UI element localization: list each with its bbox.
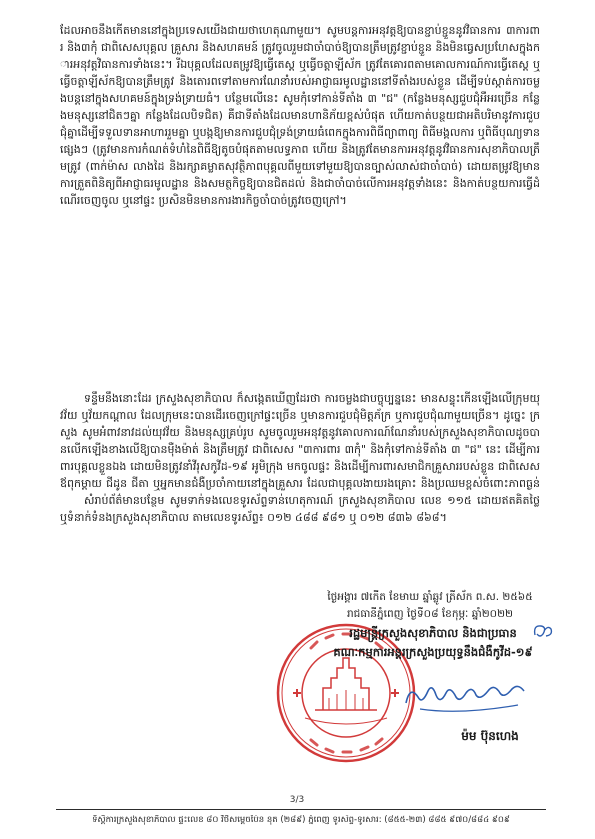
paragraph-contact-info: សំរាប់ព័ត៌មានបន្ថែម សូមទាក់ទងលេខទូរស័ព្ទទាន់ហេតុការណ៍ ក្រសួងសុខាភិបាល លេខ ១១៥ ដោយឥតគិតថ្លៃ ឬទំនាក់ទំនងក្រសួងសុខាភិបាល តាមលេខទូរស័ព្ទ៖ ០១២ ៤៨៨ ៩៨១ ឬ ០១២ ៨៣៦ ៨៦៨។ [60, 494, 540, 524]
paragraph-youth-appeal: ទន្ទឹមនឹងនោះដែរ ក្រសួងសុខាភិបាល ក៏សង្កេតឃើញដែរថា ការចម្លងជាបច្ចុប្បន្ននេះ មានសន្ទុះកើនឡើងលើក្រុមយុវវ័យ ឬវ័យកណ្តាល ដែលក្រុមនេះបានដើរចេញក្រៅផ្ទះច្រើន ឬមានការជួបជុំមិត្តភ័ក្រ ឬការជួបជុំណាមួយច្រើន។ ដូច្នេះ ក្រសួង សូមអំពាវនាវដល់យុវវ័យ និងមនុស្សគ្រប់រូប សូមចូលរួមអនុវត្តនូវគោលការណ៍ណែនាំរបស់ក្រសួងសុខាភិបាលដូចបានលើកឡើងខាងលើឱ្យបានម៉ឺងម៉ាត់ និងត្រឹមត្រូវ ជាពិសេស "៣ការពារ ៣កុំ" និងកុំទៅកាន់ទីតាំង ៣ "ជ" នេះ ដើម្បីការពារបុគ្គលខ្លួនឯង ដោយមិនត្រូវនាំវីរុសកូវីដ-១៩ អូមិក្រុង មកចូលផ្ទះ និងដើម្បីការពារសមាជិកគ្រួសាររបស់ខ្លួន ជាពិសេស ឪពុកម្តាយ ជីដូន ជីតា ឬអ្នកមានជំងឺប្រចាំកាយនៅក្នុងគ្រួសារ ដែលជាបុគ្គលងាយរងគ្រោះ និងប្រឈមខ្ពស់ចំពោះភាពធ្ងន់ [60, 392, 540, 490]
paragraph-instructions: ដែលអាចនឹងកើតមាននៅក្នុងប្រទេសយើងជាយថាហេតុណាមួយ។ សូមបន្តការអនុវត្តឱ្យបានខ្ជាប់ខ្ជួននូវវិធានការ ៣ការពារ និង៣កុំ ជាពិសេសបុគ្គល គ្រួសារ និងសហគមន៍ ត្រូវចូលរួមជាចាំបាច់ឱ្យបានត្រឹមត្រូវខ្ជាប់ខ្ជួន និងមិនធ្វេសប្រហែសក្នុងការអនុវត្តវិធានការទាំងនេះ។ រីឯបុគ្គលដែលតម្រូវឱ្យធ្វើតេស្ត ឬធ្វើចត្តាឡីស័ក ត្រូវតែគោរពតាមគោលការណ៍ការធ្វើតេស្ត ឬធ្វើចត្តាឡីស័កឱ្យបានត្រឹមត្រូវ និងតោរពទៅតាមការណែនាំរបស់អាជ្ញាធរមូលដ្ឋាននៅទីតាំងរបស់ខ្លួន ដើម្បីទប់ស្កាត់ការចម្លងបន្តនៅក្នុងសហគមន៍ក្នុងទ្រង់ទ្រាយធំ។ បន្ថែមលើនេះ សូមកុំទៅកាន់ទីតាំង ៣ "ជ" (កន្លែងមនុស្សជួបជុំអឺអរច្រើន កន្លែងមនុស្សនៅជិតៗគ្នា កន្លែងដែលបិទជិត) គឺជាទីតាំងដែលមានហានិភ័យខ្ពស់បំផុត ហើយកាត់បន្ថយជាអតិបរិមានូវការជួបជុំគ្នាដើម្បីទទួលទានអាហាររួមគ្នា ឬបង្កឱ្យមានការជួបជុំទ្រង់ទ្រាយធំពេកក្នុងការពិធីព្យាពាព្យ ពិធីមង្គលការ ឬពិធីបុណ្យទានផ្សេងៗ (ត្រូវមានការកំណត់ទំហំនៃពិធីឱ្យតូចបំផុតតាមលទ្ធភាព ហើយ និងត្រូវតែមានការអនុវត្តនូវវិធានការសុខាភិបាលត្រឹមត្រូវ (ពាក់ម៉ាស លាងដៃ និងរក្សាគម្លាតសុវត្ថិភាពបុគ្គលពីមួយទៅមួយឱ្យបានច្បាស់លាស់ជាចាំបាច់) ដោយតម្រូវឱ្យមានការត្រួតពិនិត្យពីអាជ្ញាធរមូលដ្ឋាន និងសមត្ថកិច្ចឱ្យបានជិតដល់ និងជាចាំបាច់លើការអនុវត្តទាំងនេះ និងកាត់បន្ថយការធ្វើដំណើរចេញចូល ឬនៅផ្ទះ ប្រសិនមិនមានការងារកិច្ចចាំបាច់ត្រូវចេញក្រៅ។ [60, 24, 540, 207]
footer-divider [56, 809, 546, 810]
handwritten-signature [400, 665, 530, 725]
footer-address: ទីស្តីការក្រសួងសុខាភិបាល ផ្ទះលេខ ៨០ វិថីសម្តេចប៉ែន នុត (២៨៩) ភ្នំពេញ ទូរស័ព្ទ-ទូរសារ: (៨៥៥-២៣) ៨៨៥ ៩៧០/៨៨៤ ៩០៩ [92, 815, 510, 825]
signatory-title-line-2: គណៈកម្មការអន្តរក្រសួងប្រយុទ្ធនឹងជំងឺកូវីដ-១៩ [333, 645, 533, 659]
initial-mark-icon [531, 621, 555, 641]
letter-body [60, 22, 540, 544]
signatory-title-line-1: រដ្ឋមន្ត្រីក្រសួងសុខាភិបាល និងជាប្រធាន [349, 626, 517, 640]
lunar-date: ថ្ងៃអង្គារ ៧កើត ខែមាឃ ឆ្នាំឆ្លូវ ត្រីស័ក ព.ស. ២៥៦៥ [327, 591, 533, 603]
solar-date: រាជធានីភ្នំពេញ ថ្ងៃទី០៨ ខែកុម្ភៈ ឆ្នាំ២០២២ [346, 608, 513, 620]
page-number: 3/3 [289, 795, 305, 805]
signer-name: ម៉ម ប៊ុនហេង [461, 729, 519, 743]
